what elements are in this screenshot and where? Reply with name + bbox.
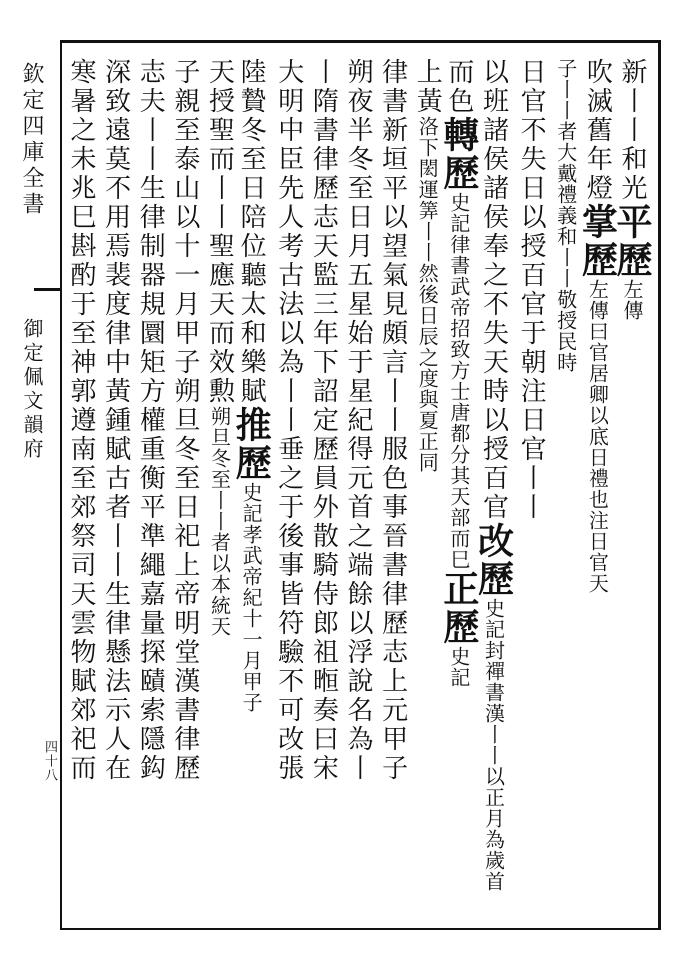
column-7-note: 洛下閎運筭丨丨然後日辰之度與夏正同 bbox=[415, 116, 440, 473]
heading-tui-li: 推歷 bbox=[230, 406, 273, 482]
column-1-text-b: 丨丨和光 bbox=[617, 87, 647, 203]
column-8-text: 律書新垣平以望氣見頗言丨丨服色事晉書律歷志上元甲子 bbox=[377, 58, 408, 783]
column-extra-2-text: 深致遠莫不用焉裴度律中黃鍾賦古者丨丨生律懸法示人在 bbox=[100, 58, 131, 783]
column-13-text: 天授聖而丨丨聖應天而效勲 bbox=[204, 58, 235, 406]
text-column-extra-3 bbox=[64, 58, 98, 918]
column-5-text: 以班諸侯諸侯奉之不失天時以授百官 bbox=[478, 58, 509, 522]
text-column-5 bbox=[472, 58, 515, 918]
column-11-text: 大明中臣先人考古法以為丨丨垂之于後事皆符驗不可改張 bbox=[273, 58, 304, 783]
column-15-text: 子親至泰山以十一月甲子朔旦冬至日祀上帝明堂漢書律歷 bbox=[169, 58, 200, 783]
page-number: 四十八 bbox=[42, 740, 57, 782]
text-column-extra-1 bbox=[133, 58, 167, 918]
column-2-text: 吹滅舊年燈 bbox=[582, 58, 613, 203]
heading-ping-li: 平歷 bbox=[611, 203, 653, 279]
heading-gai-li: 改歷 bbox=[472, 522, 515, 598]
text-column-13 bbox=[203, 58, 237, 918]
column-12-note: 史記孝武帝紀十一月甲子 bbox=[239, 482, 264, 713]
column-extra-3-text: 寒暑之未兆巳斟酌于至神郭遵南至郊祭司天雲物賦郊祀而 bbox=[66, 58, 96, 783]
text-column-7 bbox=[410, 58, 444, 918]
text-column-10 bbox=[306, 58, 340, 918]
frame-left-border bbox=[60, 40, 62, 930]
column-extra-1-text: 志夫丨丨生律制器規圜矩方權重衡平準繩嘉量探賾索隱鈎 bbox=[135, 58, 166, 783]
frame-right-border bbox=[658, 40, 661, 930]
column-10-text: 丨隋書律歷志天監三年下詔定歷員外散騎侍郎祖暅奏曰宋 bbox=[308, 58, 339, 783]
text-column-15 bbox=[168, 58, 202, 918]
column-13-note: 朔旦冬至丨丨者以本統天 bbox=[207, 406, 232, 637]
text-column-8 bbox=[376, 58, 410, 918]
text-column-1 bbox=[611, 58, 653, 918]
book-title: 欽定四庫全書 bbox=[19, 62, 44, 218]
heading-zheng-li: 正歷 bbox=[437, 570, 480, 646]
column-4-text: 日官不失日以授百官于朝注日官丨丨 bbox=[516, 58, 547, 522]
column-3-note: 子丨丨者大戴禮義和丨丨敬授民時 bbox=[553, 58, 578, 373]
text-column-6 bbox=[437, 58, 480, 918]
frame-bottom-border bbox=[60, 928, 660, 930]
column-5-note: 史記封禪書漢丨丨以正月為歲首 bbox=[481, 598, 506, 892]
heading-zhang-li: 掌歷 bbox=[576, 203, 619, 279]
text-column-2 bbox=[576, 58, 619, 918]
column-1-text: 新 bbox=[617, 58, 647, 87]
column-6-text: 而色 bbox=[443, 58, 474, 116]
text-column-9 bbox=[341, 58, 375, 918]
column-7-text: 上黃 bbox=[412, 58, 443, 116]
volume-title: 御定佩文韻府 bbox=[20, 318, 44, 462]
column-2-note: 左傳曰官居卿以底日禮也注日官天 bbox=[585, 279, 610, 594]
text-column-3 bbox=[549, 58, 583, 918]
column-6-note: 史記律書武帝招致方士唐都分其天部而巳 bbox=[446, 192, 471, 570]
column-9-text: 朔夜半冬至日月五星始于星紀得元首之端餘以浮說名為丨 bbox=[343, 58, 373, 783]
heading-ping-li-note: 左傳 bbox=[620, 279, 644, 321]
column-12-text: 陸贄冬至日陪位聽太和樂賦 bbox=[236, 58, 267, 406]
heading-zhuan-li: 轉歷 bbox=[437, 116, 480, 192]
margin-divider bbox=[34, 288, 60, 291]
frame-top-border bbox=[60, 40, 660, 43]
text-column-12 bbox=[230, 58, 273, 918]
column-6-note-tail: 史記 bbox=[446, 646, 471, 688]
text-column-extra-2 bbox=[99, 58, 133, 918]
text-column-11 bbox=[272, 58, 306, 918]
text-column-4 bbox=[514, 58, 548, 918]
